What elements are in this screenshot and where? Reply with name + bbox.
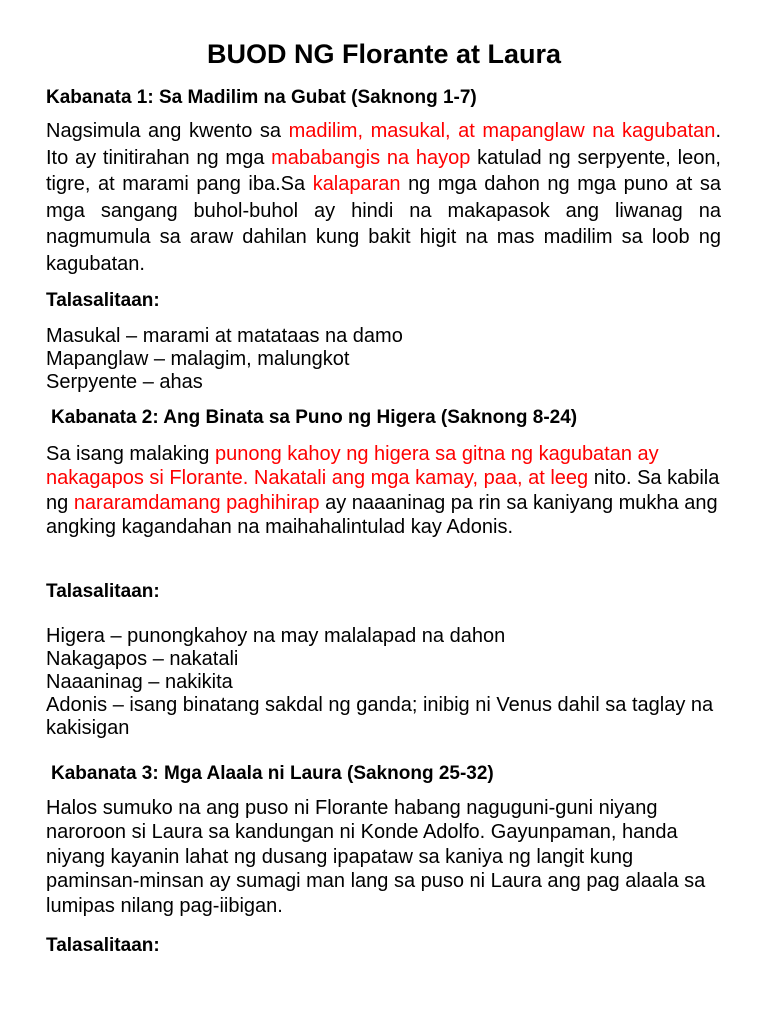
chapter-1-highlight-breadth: kalaparan	[312, 173, 401, 196]
chapter-2-highlight-suffering: nararamdamang paghihirap	[73, 491, 320, 514]
chapter-1-highlight-forest: madilim, masukal, at mapanglaw na kagubatan	[288, 120, 716, 142]
chapter-3-heading: Kabanata 3: Mga Alaala ni Laura (Saknong 25-32)	[51, 763, 494, 784]
vocab-item: Naaaninag – nakikita	[46, 671, 233, 693]
chapter-1-summary-text: Nagsimula ang kwento sa	[46, 120, 289, 142]
chapter-1-vocab-heading: Talasalitaan:	[46, 290, 160, 311]
vocab-item: Mapanglaw – malagim, malungkot	[46, 348, 350, 370]
chapter-3-summary-text: Halos sumuko na ang puso ni Florante habang naguguni-guni niyang naroroon si Laura sa kandungan ni Konde Adolfo. Gayunpaman, handa niyang kayanin lahat ng dusang ipapataw sa kaniya ng langit kung paminsan-minsan ay sumagi man lang sa puso ni Laura ang pag alaala sa lumipas nilang pag-iibigan.	[46, 797, 706, 917]
vocab-item: Higera – punongkahoy na may malalapad na dahon	[46, 625, 506, 647]
vocab-item: Serpyente – ahas	[46, 371, 203, 393]
chapter-2-summary-text: nito. Sa kabila ng	[46, 467, 720, 514]
chapter-1-vocab-list	[46, 325, 721, 394]
vocab-item: Adonis – isang binatang sakdal ng ganda; inibig ni Venus dahil sa taglay na kakisigan	[46, 694, 714, 739]
document-title: BUOD NG Florante at Laura	[206, 39, 562, 69]
chapter-1-summary	[46, 118, 721, 278]
chapter-1-highlight-animals: mababangis na hayop	[271, 146, 471, 169]
chapter-3-vocab-heading: Talasalitaan:	[46, 935, 160, 956]
chapter-1-summary-text: . Ito ay tinitirahan ng mga	[46, 120, 721, 169]
chapter-2-heading: Kabanata 2: Ang Binata sa Puno ng Higera (Saknong 8-24)	[51, 407, 578, 428]
chapter-3-summary	[46, 796, 721, 918]
chapter-2-vocab-heading: Talasalitaan:	[46, 581, 160, 602]
chapter-1-summary-text: ng mga dahon ng mga puno at sa mga sangang buhol-buhol ay hindi na makapasok ang liwanag na nagmumula sa araw dahilan kung bakit higit na mas madilim sa loob ng kagubatan.	[46, 173, 722, 275]
chapter-2-summary-text: Sa isang malaking	[46, 443, 215, 465]
chapter-1-summary-text: katulad ng serpyente, leon, tigre, at marami pang iba.Sa	[46, 146, 721, 196]
chapter-2-summary	[46, 442, 721, 540]
chapter-2-highlight-tree: punong kahoy ng higera sa gitna ng kagubatan ay nakagapos si Florante. Nakatali ang mga kamay, paa, at leeg	[46, 443, 659, 490]
chapter-2-vocab-list	[46, 625, 721, 740]
vocab-item: Masukal – marami at matataas na damo	[46, 325, 403, 347]
chapter-1-heading: Kabanata 1: Sa Madilim na Gubat (Saknong 1-7)	[46, 87, 477, 108]
vocab-item: Nakagapos – nakatali	[46, 648, 239, 670]
chapter-2-summary-text: ay naaaninag pa rin sa kaniyang mukha ang angking kagandahan na maihahalintulad kay Adonis.	[46, 491, 718, 539]
